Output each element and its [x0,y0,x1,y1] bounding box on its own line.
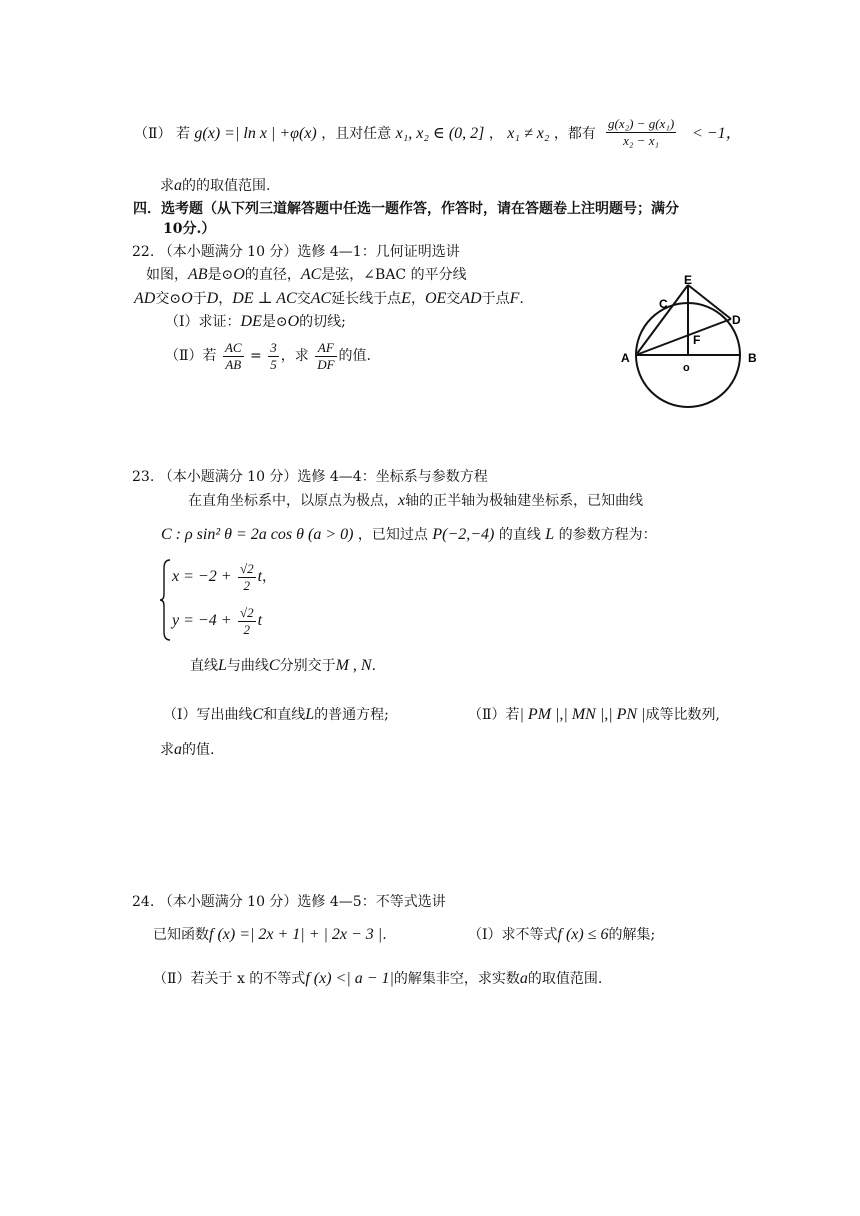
q23-line1: 在直角坐标系中，以原点为极点，x轴的正半轴为极轴建坐标系，已知曲线 [188,492,644,509]
q23-part1: （Ⅰ）写出曲线C和直线L的普通方程; [163,706,389,723]
q23-line3: 直线L与曲线C分别交于M , N. [190,657,377,674]
q23-line2: C : ρ sin² θ = 2a cos θ (a > 0) ，已知过点 P(−2,−4) 的直线 L 的参数方程为： [161,526,657,543]
label-c: C [659,297,668,311]
q21-have: ，都有 [553,126,596,142]
q22-frac-ac-ab: $\frac{AC}{AB}$ [224,339,242,372]
q23-system-brace [160,558,172,642]
line-ed [688,285,731,319]
q22-line2: AD交⊙O于D，DE ⊥ AC交AC延长线于点E，OE交AD于点F. [134,290,524,307]
q22-part2: （Ⅱ）若 $\frac{AC}{AB}$ = $\frac{3}{5}$ ，求 $\frac{AF}{DF}$ 的值. [165,339,371,372]
q22-line1: 如图，AB是⊙O的直径，AC是弦，∠BAC 的平分线 [146,266,467,283]
q24-line1: 已知函数f (x) =| 2x + 1| + | 2x − 3 |. [153,926,387,943]
q21-part2-line [134,124,596,144]
section4-title-line1: 四．选考题（从下列三道解答题中任选一题作答，作答时，请在答题卷上注明题号；满分 [133,201,679,217]
label-b: B [748,351,757,365]
q23-eq-x: x = −2 + $\frac{√2}{2}$ t， [172,560,277,593]
label-d: D [732,313,741,327]
label-o: o [683,362,690,374]
q23-heading: 23. （本小题满分 10 分）选修 4—4：坐标系与参数方程 [132,469,488,485]
label-a: A [621,351,630,365]
label-f: F [693,333,701,347]
q21-g-def: g(x) =| ln x | +φ(x) [194,125,317,142]
q23-curve-eq: C : ρ sin² θ = 2a cos θ (a > 0) [161,526,354,543]
q22-frac-af-df: $\frac{AF}{DF}$ [317,339,335,372]
q23-eq-y: y = −4 + $\frac{√2}{2}$ t [172,604,263,637]
q23-line5: 求a的值. [160,741,215,758]
q21-part2-prefix: （Ⅱ） 若 [134,126,190,142]
q24-function: f (x) =| 2x + 1| + | 2x − 3 | [209,926,383,943]
section4-title-line2: 10分.） [163,221,216,237]
q24-heading: 24. （本小题满分 10 分）选修 4—5：不等式选讲 [132,894,446,910]
q21-ineq: < −1， [692,125,742,142]
q21-difference-quotient [606,116,676,149]
q21-neq: x₁ ≠ x₂ [507,125,550,142]
q22-frac-3-5: $\frac{3}{5}$ [270,339,277,372]
q22-part1: （Ⅰ）求证：DE是⊙O的切线; [165,313,346,330]
q21-cond1: ，且对任意 [321,126,392,142]
q21-frac-num: g(x₂) − g(x₁) [608,116,675,131]
q23-point-p: P(−2,−4) [432,526,495,543]
q24-part1: （Ⅰ）求不等式f (x) ≤ 6的解集; [468,926,656,943]
q22-heading: 22. （本小题满分 10 分）选修 4—1：几何证明选讲 [132,244,460,260]
q21-frac-den: x₂ − x₁ [623,133,660,148]
q21-ask: 求a的的取值范围. [160,177,271,194]
label-e: E [684,273,693,287]
q21-comma: ， [488,126,503,142]
q22-geometry-figure [618,268,768,412]
q21-xrange: x₁, x₂ ∈ (0, 2] [395,125,485,142]
q24-part2: （Ⅱ）若关于 x 的不等式f (x) <| a − 1|的解集非空，求实数a的取值范围. [153,970,603,987]
q23-part2: （Ⅱ）若| PM |,| MN |,| PN |成等比数列, [468,706,720,723]
